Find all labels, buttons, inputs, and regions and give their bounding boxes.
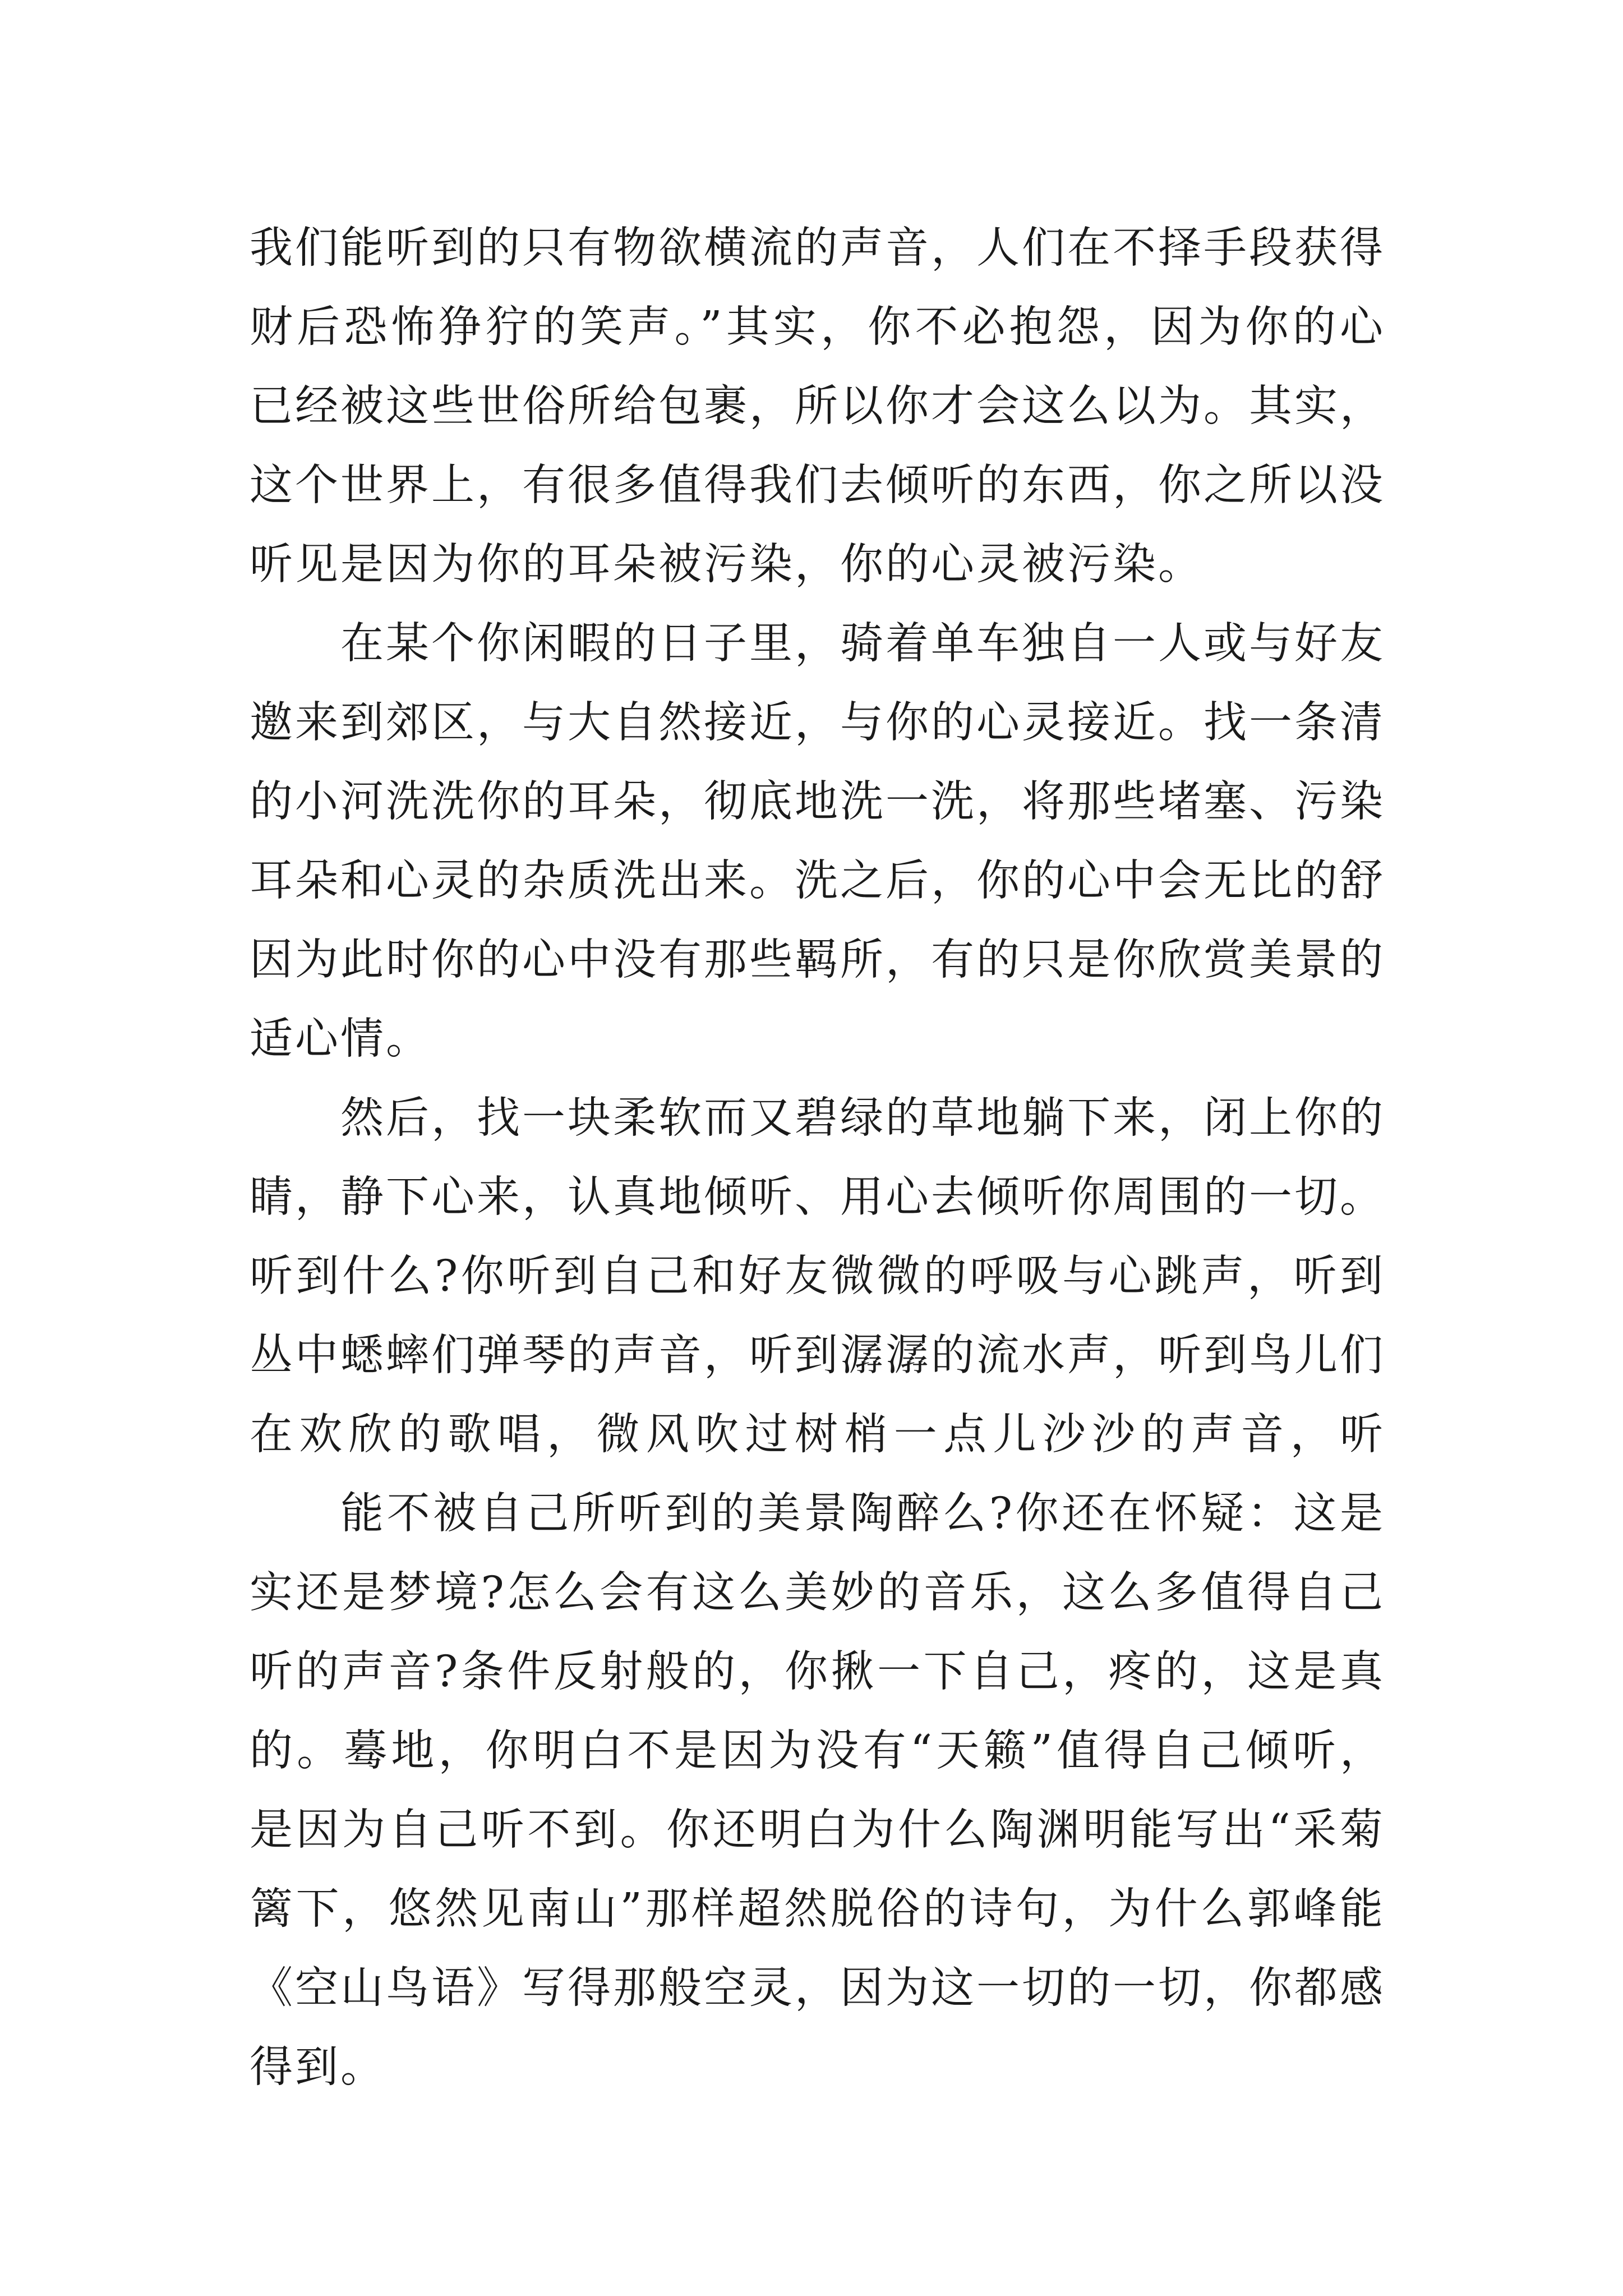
text-line: 因为此时你的心中没有那些羁所，有的只是你欣赏美景的 — [250, 935, 1385, 985]
text-line: 得到。 — [250, 2042, 386, 2092]
text-line: 《空山鸟语》写得那般空灵，因为这一切的一切，你都感 — [250, 1963, 1385, 2013]
body-text — [250, 209, 1385, 2107]
text-line: 的。蓦地，你明白不是因为没有“天籁”值得自己倾听， — [250, 1726, 1385, 1776]
text-line: 财后恐怖狰狞的笑声。”其实，你不必抱怨，因为你的心 — [250, 302, 1385, 352]
text-line: 在某个你闲暇的日子里，骑着单车独自一人或与好友 — [340, 619, 1385, 669]
text-line: 是因为自己听不到。你还明白为什么陶渊明能写出“采菊 — [250, 1805, 1385, 1855]
text-line: 实还是梦境?怎么会有这么美妙的音乐，这么多值得自己 — [250, 1568, 1385, 1618]
text-line: 听到什么?你听到自己和好友微微的呼吸与心跳声，听到 — [250, 1251, 1385, 1301]
text-line: 然后，找一块柔软而又碧绿的草地躺下来，闭上你的 — [340, 1093, 1385, 1143]
text-line: 丛中蟋蟀们弹琴的声音，听到潺潺的流水声，听到鸟儿们 — [250, 1331, 1385, 1381]
text-line: 这个世界上，有很多值得我们去倾听的东西，你之所以没 — [250, 461, 1385, 510]
text-line: 适心情。 — [250, 1014, 431, 1064]
text-line: 听见是因为你的耳朵被污染，你的心灵被污染。 — [250, 540, 1204, 590]
text-line: 能不被自己所听到的美景陶醉么?你还在怀疑：这是 — [340, 1489, 1385, 1539]
text-line: 的小河洗洗你的耳朵，彻底地洗一洗，将那些堵塞、污染 — [250, 777, 1385, 827]
text-line: 已经被这些世俗所给包裹，所以你才会这么以为。其实， — [250, 381, 1385, 431]
text-line: 在欢欣的歌唱，微风吹过树梢一点儿沙沙的声音，听 — [250, 1410, 1385, 1460]
text-line: 耳朵和心灵的杂质洗出来。洗之后，你的心中会无比的舒 — [250, 856, 1385, 906]
text-line: 我们能听到的只有物欲横流的声音，人们在不择手段获得 — [250, 223, 1385, 273]
text-line: 睛，静下心来，认真地倾听、用心去倾听你周围的一切。 — [250, 1172, 1385, 1222]
text-line: 邀来到郊区，与大自然接近，与你的心灵接近。找一条清 — [250, 698, 1385, 748]
text-line: 听的声音?条件反射般的，你揪一下自己，疼的，这是真 — [250, 1647, 1385, 1697]
text-line: 篱下，悠然见南山”那样超然脱俗的诗句，为什么郭峰能 — [250, 1884, 1385, 1934]
